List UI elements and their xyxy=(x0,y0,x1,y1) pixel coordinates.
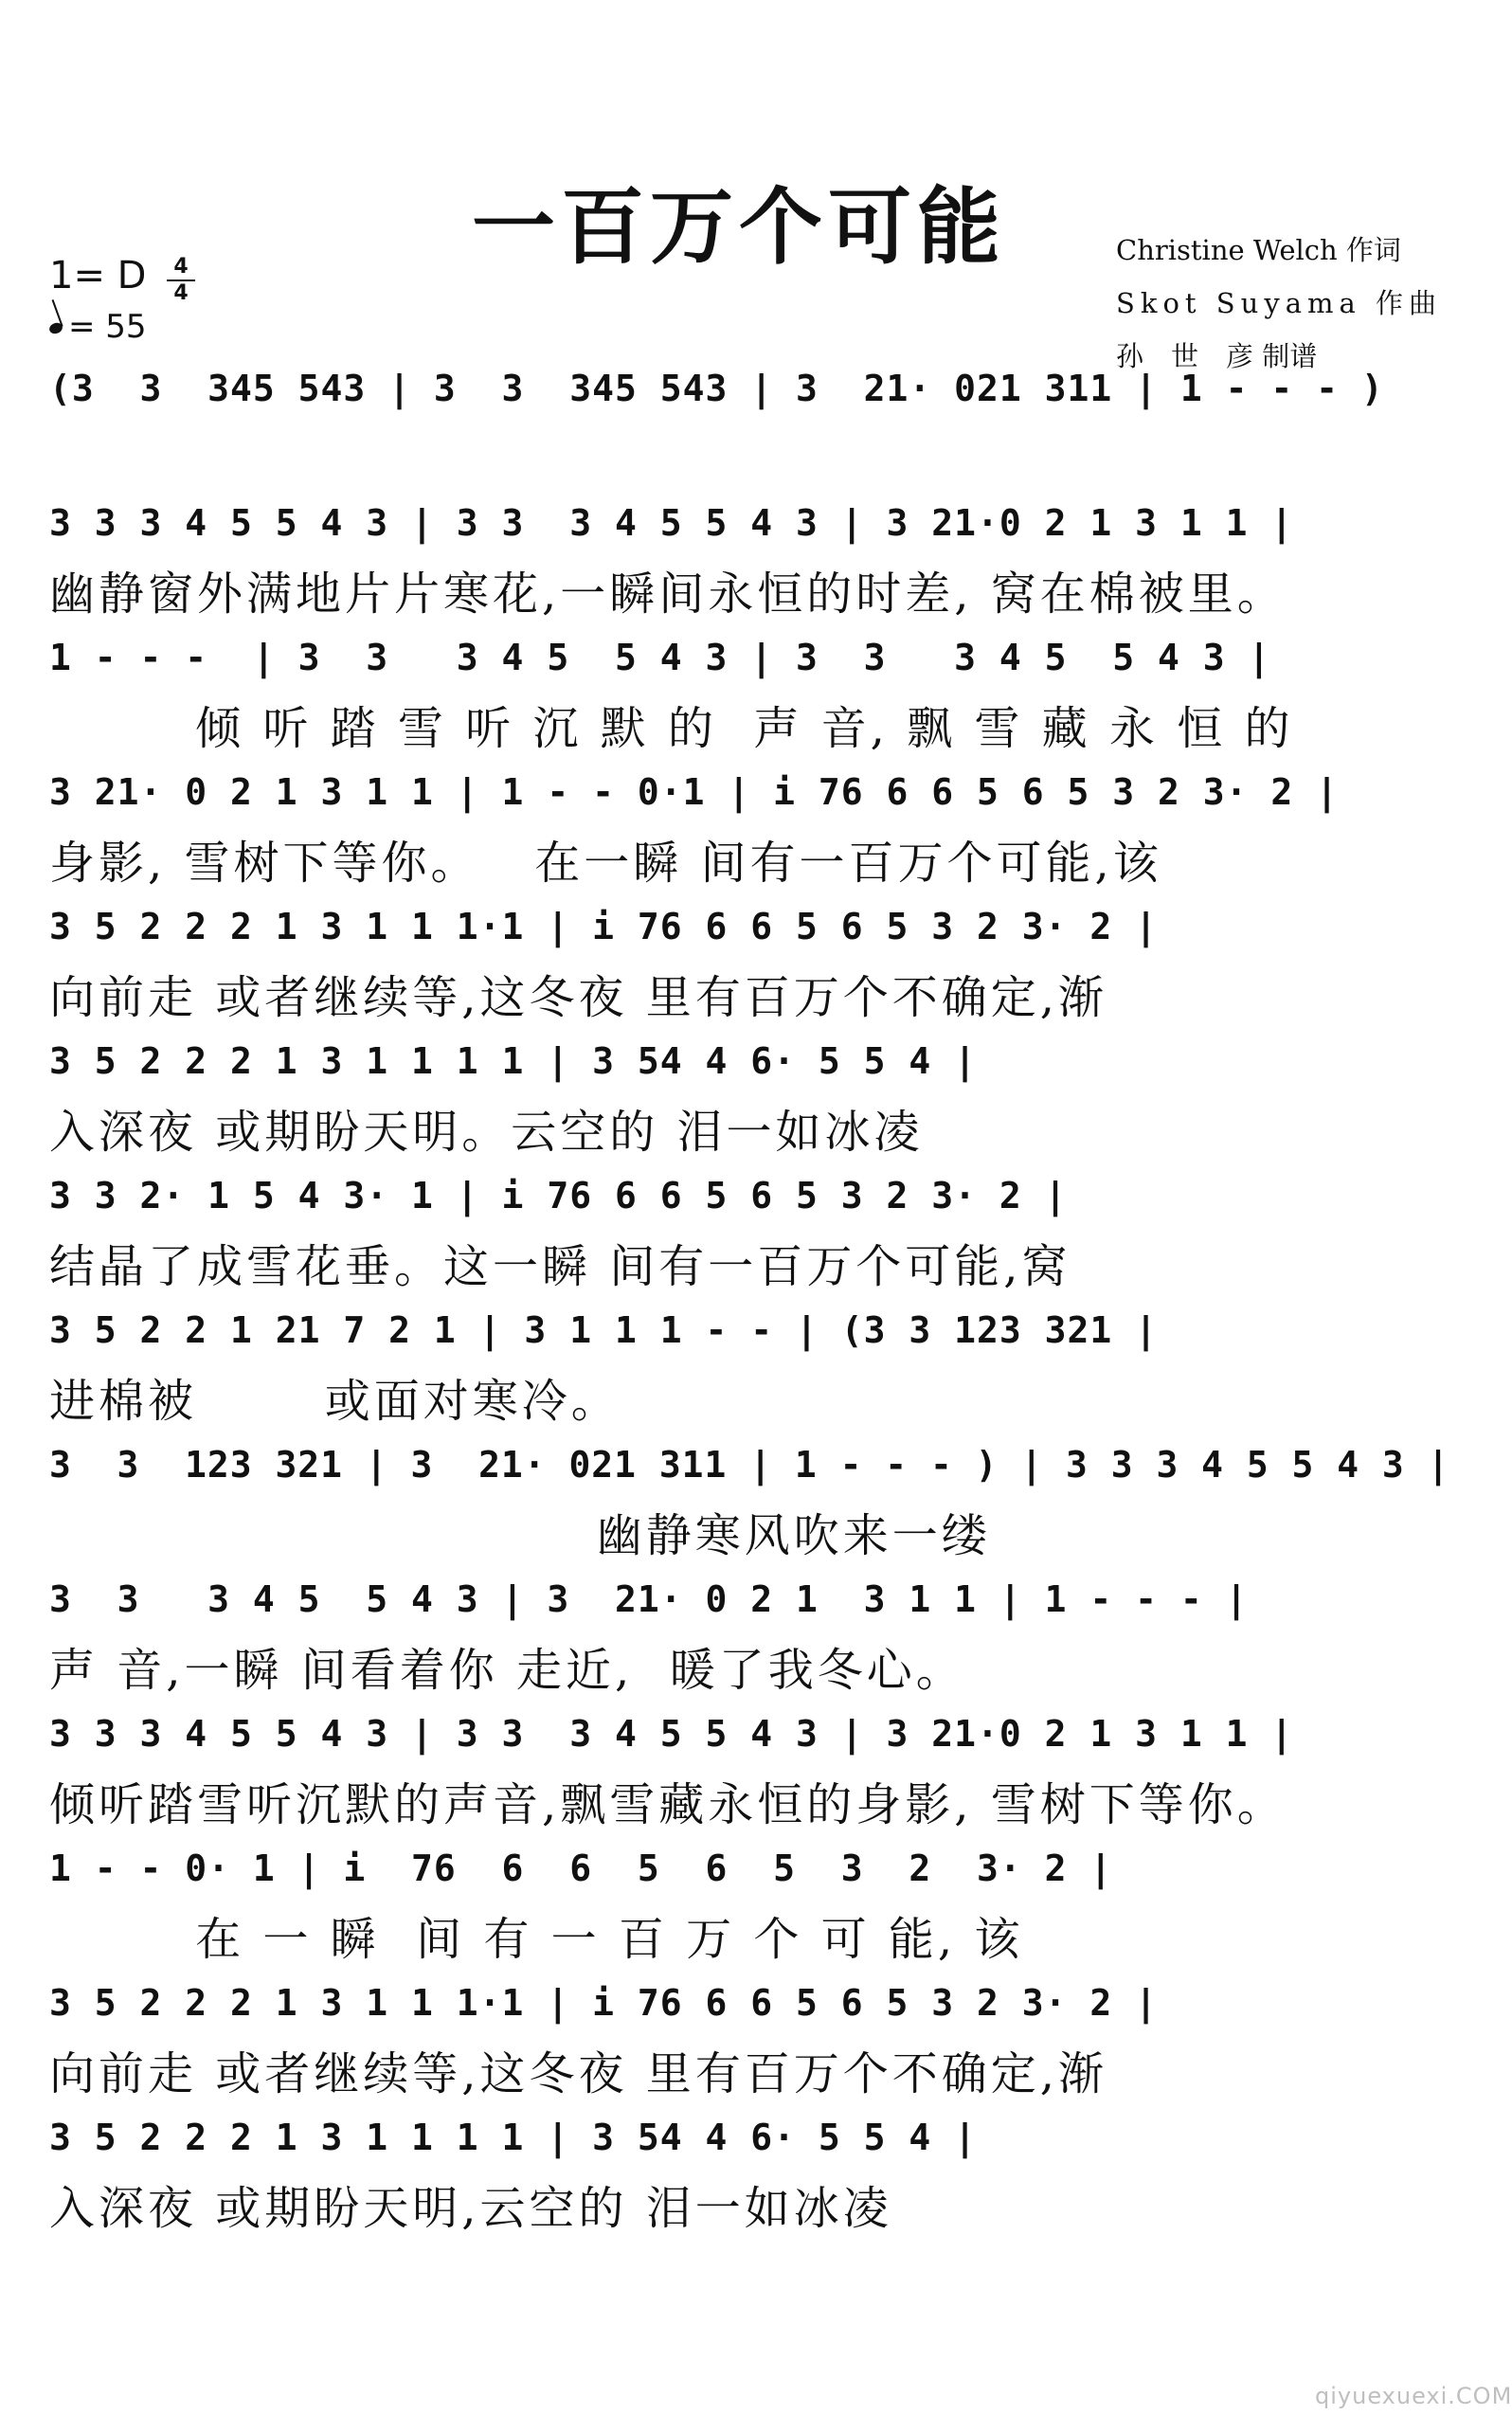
lyrics-line: 幽静窗外满地片片寒花,一瞬间永恒的时差, 窝在棉被里。 xyxy=(49,568,1287,621)
notation-line: 3 5 2 2 2 1 3 1 1 1 1 | 3 54 4 6· 5 5 4 | xyxy=(49,1040,977,1082)
lyrics-line: 身影, 雪树下等你。 在一瞬 间有一百万个可能,该 xyxy=(49,837,1162,890)
lyrics-line: 声 音,一瞬 间看着你 走近, 暖了我冬心。 xyxy=(49,1644,965,1697)
composer-credit: Skot Suyama 作曲 xyxy=(1116,287,1442,319)
notation-line: 3 3 3 4 5 5 4 3 | 3 21· 0 2 1 3 1 1 | 1 - - - | xyxy=(49,1578,1249,1620)
notation-line: 3 3 123 321 | 3 21· 021 311 | 1 - - - ) | 3 3 3 4 5 5 4 3 | xyxy=(49,1444,1450,1486)
lyrics-line: 入深夜 或期盼天明,云空的 泪一如冰凌 xyxy=(49,2182,892,2235)
notation-line: 3 3 2· 1 5 4 3· 1 | i 76 6 6 5 6 5 3 2 3· 2 | xyxy=(49,1175,1068,1216)
lyrics-line: 幽静寒风吹来一缕 xyxy=(49,1509,991,1562)
time-signature-denominator: 4 xyxy=(173,281,189,305)
tempo-marking xyxy=(49,308,147,346)
notation-line: 3 5 2 2 2 1 3 1 1 1 1 | 3 54 4 6· 5 5 4 | xyxy=(49,2117,977,2158)
lyricist-credit: Christine Welch 作词 xyxy=(1116,234,1401,266)
notation-line: 3 3 3 4 5 5 4 3 | 3 3 3 4 5 5 4 3 | 3 21·0 2 1 3 1 1 | xyxy=(49,1713,1294,1755)
transcriber-credit: 孙 世 彦 制谱 xyxy=(1116,340,1318,372)
time-signature-numerator: 4 xyxy=(173,255,189,279)
notation-line: (3 3 345 543 | 3 3 345 543 | 3 21· 021 311 | 1 - - - ) xyxy=(49,368,1384,409)
quarter-note-icon xyxy=(48,321,64,335)
notation-line: 1 - - - | 3 3 3 4 5 5 4 3 | 3 3 3 4 5 5 4 3 | xyxy=(49,637,1271,678)
score-title: 一百万个可能 xyxy=(471,178,1006,276)
notation-line: 3 21· 0 2 1 3 1 1 | 1 - - 0·1 | i 76 6 6 5 6 5 3 2 3· 2 | xyxy=(49,771,1340,813)
lyrics-line: 倾听踏雪听沉默的声音,飘雪藏永恒的身影, 雪树下等你。 xyxy=(49,1778,1287,1831)
notation-line: 3 5 2 2 2 1 3 1 1 1·1 | i 76 6 6 5 6 5 3 2 3· 2 | xyxy=(49,906,1159,947)
notation-line: 3 5 2 2 2 1 3 1 1 1·1 | i 76 6 6 5 6 5 3 2 3· 2 | xyxy=(49,1982,1159,2024)
tempo-value: = 55 xyxy=(68,308,147,346)
lyrics-line: 在 一 瞬 间 有 一 百 万 个 可 能, 该 xyxy=(49,1913,1024,1966)
key-signature: 1= D xyxy=(49,254,147,297)
credits xyxy=(1116,224,1442,383)
lyrics-line: 倾 听 踏 雪 听 沉 默 的 声 音, 飘 雪 藏 永 恒 的 xyxy=(49,702,1294,755)
lyrics-line: 结晶了成雪花垂。这一瞬 间有一百万个可能,窝 xyxy=(49,1240,1071,1293)
notation-line: 1 - - 0· 1 | i 76 6 6 5 6 5 3 2 3· 2 | xyxy=(49,1847,1113,1889)
watermark: qiyuexuexi.COM xyxy=(1315,2383,1512,2409)
lyrics-line: 向前走 或者继续等,这冬夜 里有百万个不确定,渐 xyxy=(49,971,1108,1024)
time-signature xyxy=(167,256,195,305)
notation-line: 3 3 3 4 5 5 4 3 | 3 3 3 4 5 5 4 3 | 3 21·0 2 1 3 1 1 | xyxy=(49,502,1294,544)
lyrics-line: 向前走 或者继续等,这冬夜 里有百万个不确定,渐 xyxy=(49,2047,1108,2100)
lyrics-line: 入深夜 或期盼天明。云空的 泪一如冰凌 xyxy=(49,1106,924,1159)
notation-line: 3 5 2 2 1 21 7 2 1 | 3 1 1 1 - - | (3 3 123 321 | xyxy=(49,1309,1159,1351)
lyrics-line: 进棉被 或面对寒冷。 xyxy=(49,1375,621,1428)
